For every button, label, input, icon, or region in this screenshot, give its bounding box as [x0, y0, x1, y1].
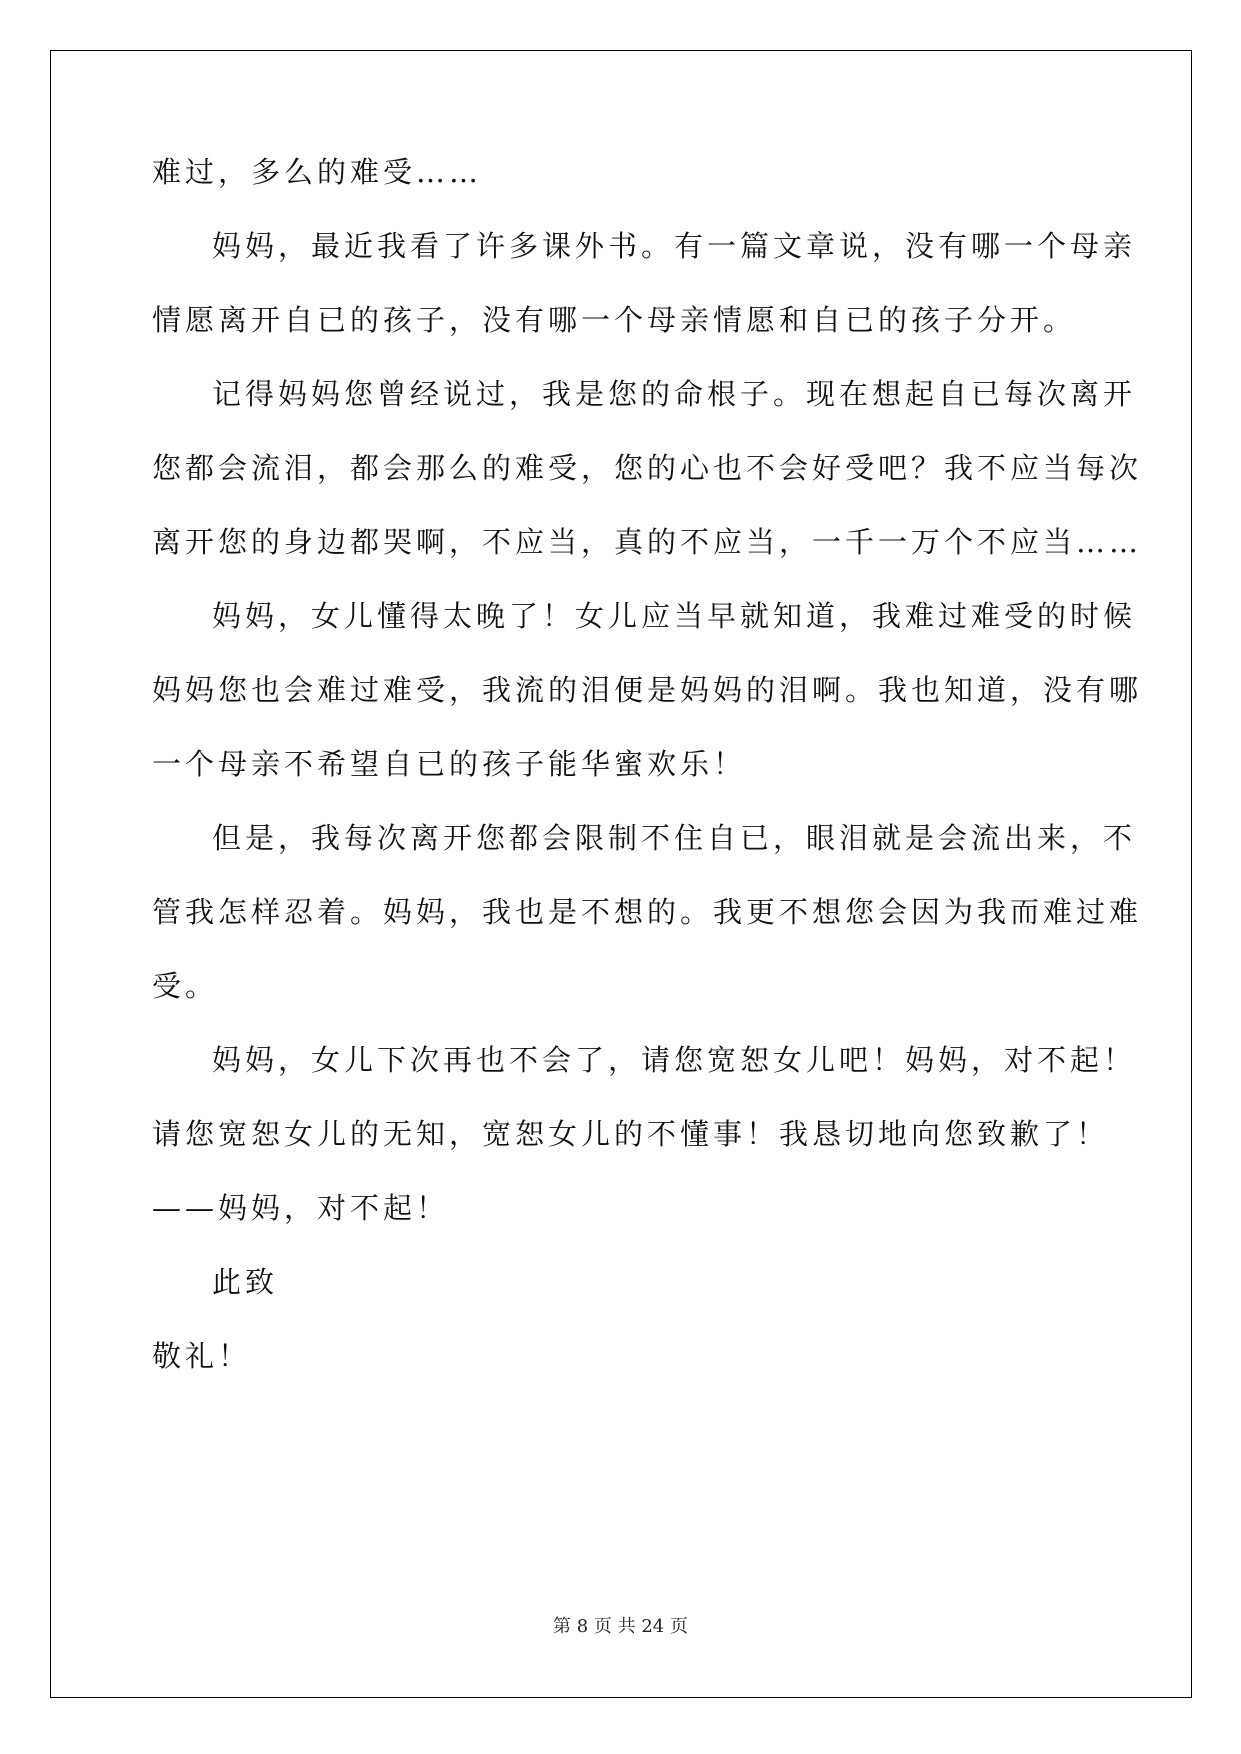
text-line-9: 一个母亲不希望自已的孩子能华蜜欢乐！	[152, 747, 747, 781]
text-line-5: 您都会流泪，都会那么的难受，您的心也不会好受吧？我不应当每次	[152, 451, 1143, 485]
text-line-14: 请您宽恕女儿的无知，宽恕女儿的不懂事！我恳切地向您致歉了！	[152, 1117, 1110, 1151]
text-line-10: 但是，我每次离开您都会限制不住自已，眼泪就是会流出来，不	[212, 821, 1137, 855]
page-number-footer: 第 8 页 共 24 页	[553, 1616, 688, 1637]
text-line-13: 妈妈，女儿下次再也不会了，请您宽恕女儿吧！妈妈，对不起！	[212, 1043, 1137, 1077]
text-line-3: 情愿离开自已的孩子，没有哪一个母亲情愿和自已的孩子分开。	[152, 303, 1077, 337]
page-border	[50, 50, 1192, 1698]
closing-regards: 敬礼！	[152, 1339, 252, 1373]
text-line-2: 妈妈，最近我看了许多课外书。有一篇文章说，没有哪一个母亲	[212, 229, 1137, 263]
text-line-7: 妈妈，女儿懂得太晚了！女儿应当早就知道，我难过难受的时候	[212, 599, 1137, 633]
text-line-6: 离开您的身边都哭啊，不应当，真的不应当，一千一万个不应当……	[152, 525, 1143, 559]
text-line-11: 管我怎样忍着。妈妈，我也是不想的。我更不想您会因为我而难过难	[152, 895, 1143, 929]
text-line-8: 妈妈您也会难过难受，我流的泪便是妈妈的泪啊。我也知道，没有哪	[152, 673, 1143, 707]
text-line-12: 受。	[152, 969, 219, 1003]
text-line-1: 难过，多么的难受……	[152, 155, 483, 189]
text-line-15: ——妈妈，对不起！	[152, 1191, 450, 1225]
text-line-4: 记得妈妈您曾经说过，我是您的命根子。现在想起自已每次离开	[212, 377, 1137, 411]
closing-salutation: 此致	[212, 1265, 279, 1299]
